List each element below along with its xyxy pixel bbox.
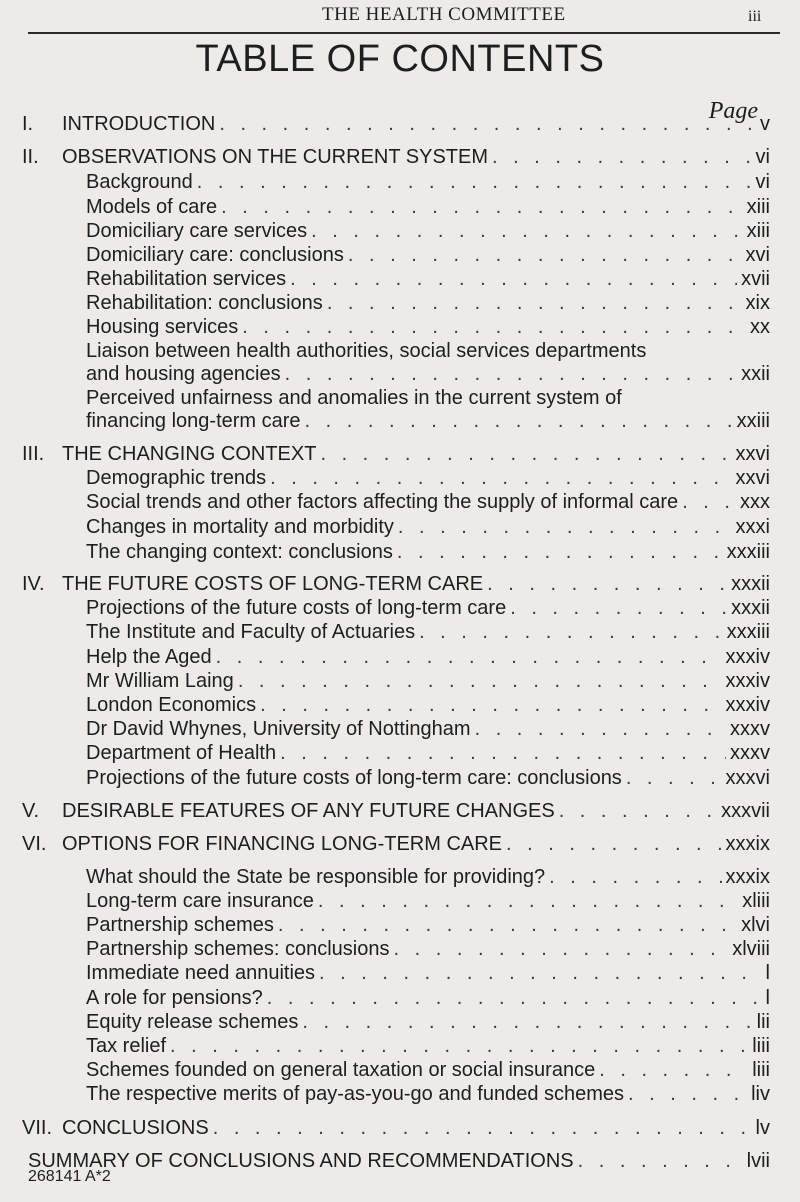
page-title: TABLE OF CONTENTS bbox=[195, 38, 605, 80]
toc-entry[interactable] bbox=[62, 800, 770, 823]
toc-entry-page: xxvi bbox=[735, 467, 770, 489]
dot-leader bbox=[216, 646, 722, 669]
toc-entry-label: The Institute and Faculty of Actuaries bbox=[86, 621, 416, 643]
toc-entry[interactable] bbox=[86, 938, 770, 961]
running-head-page-number: iii bbox=[748, 8, 762, 25]
toc-entry-page: xliii bbox=[742, 890, 770, 912]
toc-entry-label: Housing services bbox=[86, 316, 239, 338]
toc-entry-label: Dr David Whynes, University of Nottingham bbox=[86, 718, 471, 740]
toc-entry[interactable] bbox=[86, 541, 770, 564]
toc-entry-page: xxxii bbox=[731, 597, 770, 619]
toc-entry-label: THE FUTURE COSTS OF LONG-TERM CARE bbox=[62, 573, 484, 595]
toc-entry-label: and housing agencies bbox=[86, 363, 281, 385]
dot-leader bbox=[626, 767, 722, 790]
toc-entry-page: xxxv bbox=[730, 742, 770, 764]
toc-entry[interactable] bbox=[62, 1117, 770, 1140]
dot-leader bbox=[398, 516, 732, 539]
dot-leader bbox=[260, 694, 721, 717]
section-number: IV. bbox=[22, 573, 45, 595]
toc-entry-page: l bbox=[765, 987, 770, 1009]
toc-entry-label: Mr William Laing bbox=[86, 670, 234, 692]
section-number: VII. bbox=[22, 1117, 53, 1139]
dot-leader bbox=[599, 1059, 748, 1082]
dot-leader bbox=[170, 1035, 748, 1058]
dot-leader bbox=[311, 220, 743, 243]
toc-entry-page: xxxix bbox=[725, 833, 770, 855]
toc-entry-page: vi bbox=[755, 146, 770, 168]
toc-entry-page: xiii bbox=[746, 196, 770, 218]
toc-entry[interactable] bbox=[86, 516, 770, 539]
toc-entry-page: xxxix bbox=[725, 866, 770, 888]
toc-entry-page: xxxiv bbox=[725, 646, 770, 668]
toc-entry-label: What should the State be responsible for providing? bbox=[86, 866, 546, 888]
toc-entry-page: liii bbox=[752, 1059, 770, 1081]
toc-entry-page: xxxiv bbox=[725, 694, 770, 716]
toc-entry-label: Domiciliary care: conclusions bbox=[86, 244, 344, 266]
dot-leader bbox=[242, 316, 746, 339]
toc-entry-page: vi bbox=[755, 171, 770, 193]
toc-entry-page: xxxiii bbox=[726, 541, 770, 563]
toc-entry[interactable] bbox=[86, 646, 770, 669]
toc-entry-label: OBSERVATIONS ON THE CURRENT SYSTEM bbox=[62, 146, 488, 168]
toc-entry[interactable] bbox=[86, 268, 770, 291]
toc-entry-label: Rehabilitation services bbox=[86, 268, 287, 290]
toc-entry-page: lv bbox=[755, 1117, 770, 1139]
toc-entry[interactable] bbox=[86, 962, 770, 985]
toc-entry[interactable] bbox=[86, 220, 770, 243]
dot-leader bbox=[318, 890, 738, 913]
section-number: III. bbox=[22, 443, 45, 465]
toc-entry-page: xix bbox=[745, 292, 770, 314]
toc-entry-label: Schemes founded on general taxation or social insurance bbox=[86, 1059, 596, 1081]
toc-entry-label: Demographic trends bbox=[86, 467, 267, 489]
dot-leader bbox=[305, 410, 733, 433]
toc-entry-label: Domiciliary care services bbox=[86, 220, 308, 242]
toc-entry[interactable] bbox=[62, 146, 770, 169]
toc-entry-label: Projections of the future costs of long-term care: conclusions bbox=[86, 767, 622, 789]
toc-entry-page: xxxi bbox=[735, 516, 770, 538]
toc-entry[interactable] bbox=[86, 718, 770, 741]
running-head bbox=[0, 2, 800, 36]
toc-entry[interactable] bbox=[86, 742, 770, 765]
dot-leader bbox=[682, 491, 736, 514]
section-number: V. bbox=[22, 800, 40, 822]
toc-entry[interactable] bbox=[86, 670, 770, 693]
dot-leader bbox=[267, 987, 762, 1010]
toc-entry-page: xxxvi bbox=[725, 767, 770, 789]
toc-entry-page: xxvi bbox=[735, 443, 770, 465]
dot-leader bbox=[221, 196, 742, 219]
toc-entry[interactable] bbox=[86, 467, 770, 490]
toc-entry[interactable] bbox=[86, 1011, 770, 1034]
toc-entry[interactable] bbox=[86, 316, 770, 339]
page-column-heading: Page bbox=[708, 98, 758, 124]
toc-entry-label: Social trends and other factors affecting the supply of informal care bbox=[86, 491, 679, 513]
toc-entry[interactable] bbox=[86, 767, 770, 790]
dot-leader bbox=[327, 292, 742, 315]
toc-entry-page: xlvi bbox=[741, 914, 770, 936]
toc-entry-label: Equity release schemes bbox=[86, 1011, 299, 1033]
toc-entry-label: OPTIONS FOR FINANCING LONG-TERM CARE bbox=[62, 833, 503, 855]
toc-entry-label: Immediate need annuities bbox=[86, 962, 316, 984]
toc-entry[interactable] bbox=[62, 113, 770, 136]
toc-entry-page: xlviii bbox=[732, 938, 770, 960]
toc-entry[interactable] bbox=[86, 694, 770, 717]
toc-entry-page: xxx bbox=[740, 491, 770, 513]
toc-entry[interactable] bbox=[86, 1059, 770, 1082]
toc-entry[interactable] bbox=[86, 171, 770, 194]
toc-entry[interactable] bbox=[86, 914, 770, 937]
dot-leader bbox=[285, 363, 738, 386]
toc-entry-label: THE CHANGING CONTEXT bbox=[62, 443, 317, 465]
toc-entry-label: SUMMARY OF CONCLUSIONS AND RECOMMENDATIONS bbox=[28, 1150, 574, 1172]
toc-entry-label: Changes in mortality and morbidity bbox=[86, 516, 394, 538]
toc-entry-page: lii bbox=[756, 1011, 770, 1033]
toc-entry-page: xx bbox=[750, 316, 770, 338]
toc-entry-page: lvii bbox=[746, 1150, 770, 1172]
toc-entry-label: Background bbox=[86, 171, 193, 193]
toc-entry-label: DESIRABLE FEATURES OF ANY FUTURE CHANGES bbox=[62, 800, 555, 822]
dot-leader bbox=[213, 1117, 752, 1140]
toc-entry-label: Partnership schemes: conclusions bbox=[86, 938, 390, 960]
toc-entry-label: Help the Aged bbox=[86, 646, 212, 668]
toc-entry[interactable] bbox=[86, 196, 770, 219]
toc-entry-page: liii bbox=[752, 1035, 770, 1057]
toc-entry-label: The respective merits of pay-as-you-go and funded schemes bbox=[86, 1083, 625, 1105]
toc-entry[interactable] bbox=[86, 1083, 770, 1106]
toc-entry-label: London Economics bbox=[86, 694, 257, 716]
toc-entry-label: Models of care bbox=[86, 196, 218, 218]
toc-entry-label: The changing context: conclusions bbox=[86, 541, 393, 563]
dot-leader bbox=[578, 1150, 743, 1173]
toc-entry-page: xxxii bbox=[731, 573, 770, 595]
dot-leader bbox=[280, 742, 726, 765]
toc-entry-page: xxxiv bbox=[725, 670, 770, 692]
dot-leader bbox=[506, 833, 722, 856]
dot-leader bbox=[197, 171, 752, 194]
dot-leader bbox=[475, 718, 726, 741]
toc-entry-page: xxxv bbox=[730, 718, 770, 740]
dot-leader bbox=[397, 541, 723, 564]
toc-entry[interactable] bbox=[86, 890, 770, 913]
section-number: VI. bbox=[22, 833, 47, 855]
toc-entry-page: xxxiii bbox=[726, 621, 770, 643]
toc-entry[interactable] bbox=[86, 987, 770, 1010]
toc-entry[interactable] bbox=[86, 244, 770, 267]
dot-leader bbox=[419, 621, 723, 644]
toc-entry-label: A role for pensions? bbox=[86, 987, 263, 1009]
toc-entry[interactable] bbox=[86, 597, 770, 620]
toc-entry[interactable] bbox=[86, 866, 770, 889]
running-head-title: THE HEALTH COMMITTEE bbox=[322, 4, 566, 25]
toc-entry-page: xiii bbox=[746, 220, 770, 242]
toc-entry-label: Tax relief bbox=[86, 1035, 167, 1057]
print-code: 268141 A*2 bbox=[28, 1168, 111, 1185]
toc-entry-label: Rehabilitation: conclusions bbox=[86, 292, 323, 314]
dot-leader bbox=[319, 962, 762, 985]
dot-leader bbox=[492, 146, 752, 169]
toc-entry-label: Projections of the future costs of long-term care bbox=[86, 597, 507, 619]
toc-entry[interactable] bbox=[62, 443, 770, 466]
dot-leader bbox=[270, 467, 731, 490]
header-rule bbox=[28, 32, 780, 34]
dot-leader bbox=[219, 113, 756, 136]
toc-entry[interactable] bbox=[86, 292, 770, 315]
toc-entry-page: liv bbox=[751, 1083, 770, 1105]
toc-entry-page: v bbox=[760, 113, 770, 135]
dot-leader bbox=[393, 938, 728, 961]
toc-entry[interactable] bbox=[86, 1035, 770, 1058]
dot-leader bbox=[290, 268, 737, 291]
toc-entry-label: Long-term care insurance bbox=[86, 890, 314, 912]
dot-leader bbox=[487, 573, 727, 596]
toc-entry[interactable] bbox=[86, 363, 770, 386]
toc-entry[interactable] bbox=[62, 833, 770, 856]
toc-entry-label: Partnership schemes bbox=[86, 914, 274, 936]
toc-entry-label: Department of Health bbox=[86, 742, 277, 764]
toc-entry-label: INTRODUCTION bbox=[62, 113, 216, 135]
section-number: II. bbox=[22, 146, 39, 168]
toc-entry-page: xvi bbox=[745, 244, 770, 266]
toc-entry[interactable] bbox=[86, 410, 770, 433]
toc-entry-label-first-line: Perceived unfairness and anomalies in the current system of bbox=[86, 387, 622, 409]
toc-entry-label-first-line: Liaison between health authorities, social services departments bbox=[86, 340, 647, 362]
dot-leader bbox=[320, 443, 731, 466]
dot-leader bbox=[549, 866, 721, 889]
toc-entry-label: CONCLUSIONS bbox=[62, 1117, 209, 1139]
dot-leader bbox=[510, 597, 727, 620]
dot-leader bbox=[348, 244, 742, 267]
toc-entry-page: xvii bbox=[741, 268, 770, 290]
dot-leader bbox=[302, 1011, 752, 1034]
dot-leader bbox=[278, 914, 737, 937]
toc-entry[interactable] bbox=[86, 491, 770, 514]
toc-entry[interactable] bbox=[62, 573, 770, 596]
toc-entry-page: xxii bbox=[741, 363, 770, 385]
dot-leader bbox=[628, 1083, 747, 1106]
section-number: I. bbox=[22, 113, 34, 135]
toc-entry-page: xxxvii bbox=[721, 800, 770, 822]
toc-entry-label: financing long-term care bbox=[86, 410, 301, 432]
dot-leader bbox=[559, 800, 717, 823]
toc-entry[interactable] bbox=[86, 621, 770, 644]
toc-entry[interactable] bbox=[28, 1150, 770, 1173]
toc-entry-page: l bbox=[765, 962, 770, 984]
toc-entry-page: xxiii bbox=[736, 410, 770, 432]
dot-leader bbox=[238, 670, 722, 693]
